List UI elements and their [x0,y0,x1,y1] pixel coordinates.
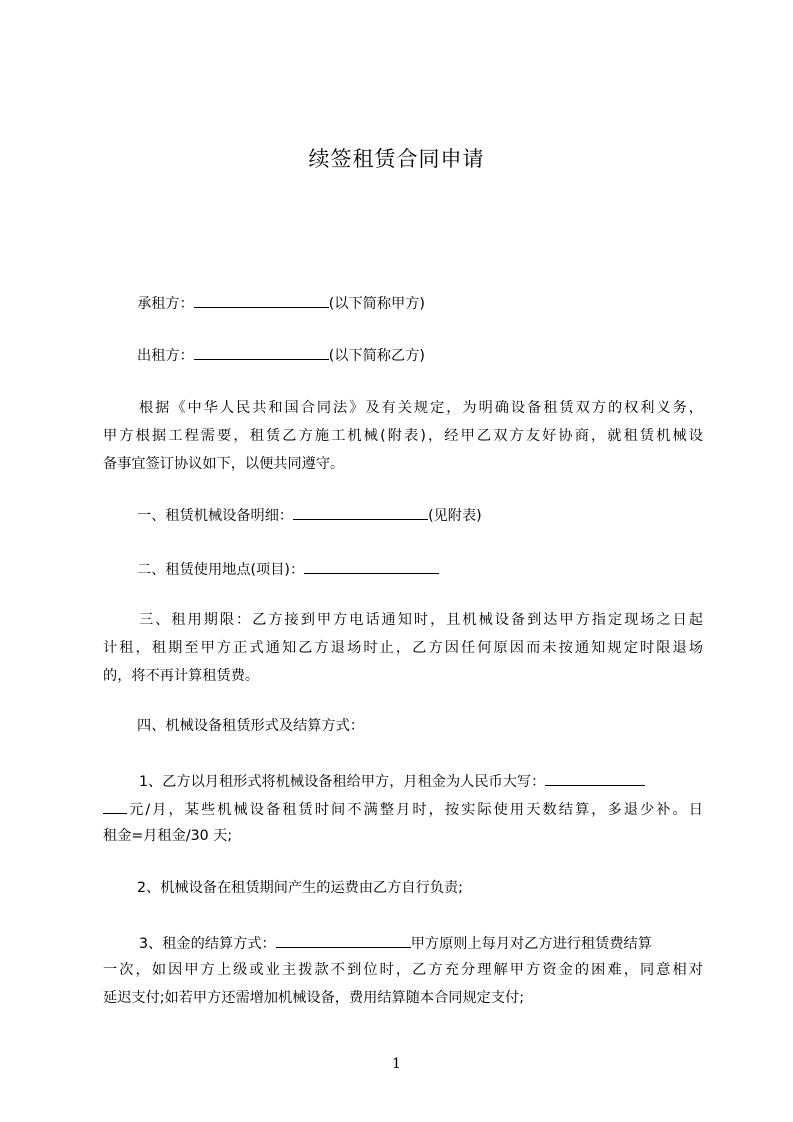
intro-line: 甲方根据工程需要，租赁乙方施工机械(附表)，经甲乙双方友好协商，就租赁机械设 [103,428,703,444]
item1-paragraph [103,770,703,854]
lessor-blank [194,344,329,360]
section1-line [137,504,737,526]
lessor-label: 出租方： [137,348,194,364]
item1-line [103,770,703,798]
item1-line [103,798,703,826]
item3-label: 3、租金的结算方式： [139,936,276,952]
section2-label: 二、租赁使用地点(项目)： [137,562,305,578]
item3-blank [276,932,411,948]
item3-text: 甲方原则上每月对乙方进行租赁费结算 [410,936,652,952]
section2-blank [304,558,439,574]
section1-note: (见附表) [428,508,482,524]
section3-line: 三、租用期限：乙方接到甲方电话通知时，且机械设备到达甲方指定现场之日起 [139,612,703,628]
item1-amount-blank [545,770,645,786]
lessee-blank [194,292,329,308]
item3-line: 一次，如因甲方上级或业主拨款不到位时，乙方充分理解甲方资金的困难，同意相对 [103,962,703,978]
item3-paragraph [103,932,703,1016]
section1-blank [293,504,428,520]
intro-line: 根据《中华人民共和国合同法》及有关规定，为明确设备租赁双方的权利义务， [139,400,703,416]
lessor-line [137,344,737,366]
intro-paragraph [103,398,703,482]
item1-text: 元/月，某些机械设备租赁时间不满整月时，按实际使用天数结算，多退少补。日 [127,802,703,818]
item1-amount-blank-cont [103,798,127,814]
section3-paragraph [103,610,703,694]
section4-heading: 四、机械设备租赁形式及结算方式： [137,718,365,734]
item3-line: 延迟支付;如若甲方还需增加机械设备，费用结算随本合同规定支付; [103,990,524,1006]
section2-line [137,558,737,580]
section3-line: 计租，租期至甲方正式通知乙方退场时止，乙方因任何原因而未按通知规定时限退场 [103,640,703,656]
lessee-line [137,292,737,314]
document-title: 续签租赁合同申请 [308,147,485,171]
intro-line: 备事宜签订协议如下，以便共同遵守。 [103,456,345,472]
lessor-note: (以下简称乙方) [328,348,425,364]
item2-line: 2、机械设备在租赁期间产生的运费由乙方自行负责; [137,880,463,896]
item1-text: 1、乙方以月租形式将机械设备租给甲方，月租金为人民币大写： [139,774,546,790]
page-number: 1 [392,1056,401,1072]
lessee-note: (以下简称甲方) [328,296,425,312]
lessee-label: 承租方： [137,296,194,312]
section1-label: 一、租赁机械设备明细： [137,508,294,524]
item1-line: 租金=月租金/30 天; [103,828,233,844]
section3-line: 的，将不再计算租赁费。 [103,668,260,684]
item3-line [103,932,703,960]
